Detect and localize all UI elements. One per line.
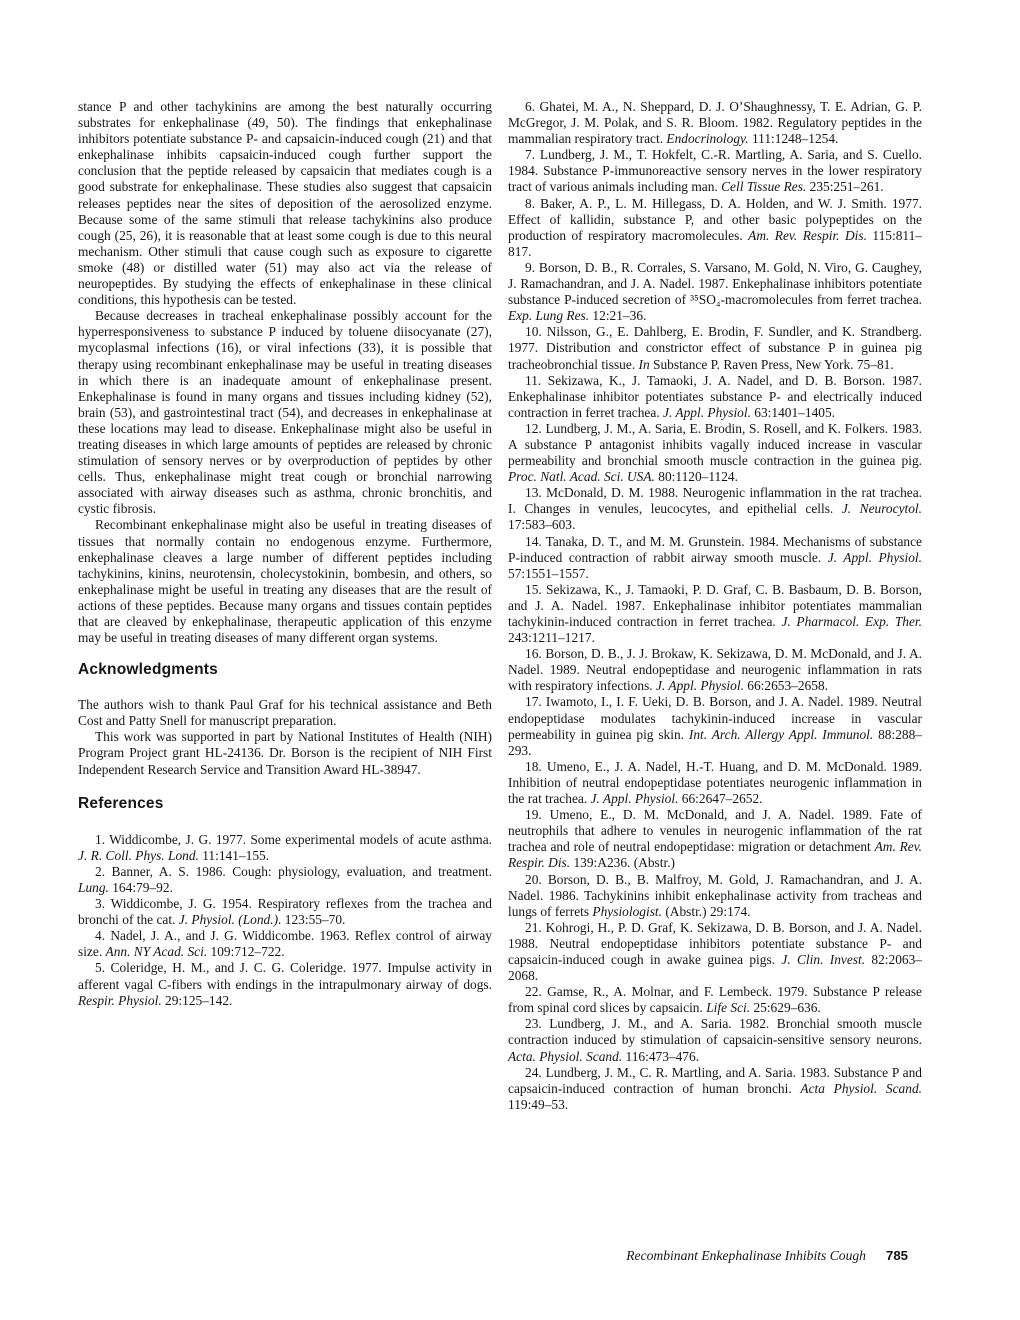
running-title: Recombinant Enkephalinase Inhibits Cough — [626, 1248, 866, 1263]
reference-item: 7. Lundberg, J. M., T. Hokfelt, C.-R. Martling, A. Saria, and S. Cuello. 1984. Substance P-immunoreactive sensory nerves in the lower respiratory tract of various animals including man. Cell Tissue Res. 235:251–261. — [508, 147, 922, 195]
reference-item: 18. Umeno, E., J. A. Nadel, H.-T. Huang, and D. M. McDonald. 1989. Inhibition of neutral endopeptidase potentiates neurogenic inflammation in the rat trachea. J. Appl. Physiol. 66:2647–2652. — [508, 758, 922, 807]
left-column — [78, 99, 492, 1113]
reference-item: 6. Ghatei, M. A., N. Sheppard, D. J. O’Shaughnessy, T. E. Adrian, G. P. McGregor, J. M. Polak, and S. R. Bloom. 1982. Regulatory peptides in the mammalian respiratory tract. Endocrinology. 111:1248–1254. — [508, 99, 922, 147]
references-heading: References — [78, 794, 164, 812]
reference-item: 23. Lundberg, J. M., and A. Saria. 1982. Bronchial smooth muscle contraction induced by stimulation of capsaicin-sensitive sensory neurons. Acta. Physiol. Scand. 116:473–476. — [508, 1016, 922, 1064]
reference-item: 17. Iwamoto, I., I. F. Ueki, D. B. Borson, and J. A. Nadel. 1989. Neutral endopeptidase modulates tachykinin-induced increase in vascular permeability in guinea pig skin. Int. Arch. Allergy Appl. Immunol. 88:288–293. — [508, 694, 922, 758]
reference-item: 21. Kohrogi, H., P. D. Graf, K. Sekizawa, D. B. Borson, and J. A. Nadel. 1988. Neutral endopeptidase inhibitors potentiate substance P- and capsaicin-induced cough in awake guinea pigs. J. Clin. Invest. 82:2063–2068. — [508, 919, 922, 984]
reference-item: 4. Nadel, J. A., and J. G. Widdicombe. 1963. Reflex control of airway size. Ann. NY Acad. Sci. 109:712–722. — [78, 928, 492, 960]
right-column — [508, 99, 922, 1113]
reference-item: 12. Lundberg, J. M., A. Saria, E. Brodin, S. Rosell, and K. Folkers. 1983. A substance P antagonist inhibits vagally induced increase in vascular permeability and bronchial smooth muscle contraction in the guinea pig. Proc. Natl. Acad. Sci. USA. 80:1120–1124. — [508, 420, 922, 485]
acknowledgments-paragraph: This work was supported in part by National Institutes of Health (NIH) Program Project grant HL-24136. Dr. Borson is the recipient of NIH First Independent Research Service and Transition Award HL-38947. — [78, 729, 492, 777]
body-paragraph: Recombinant enkephalinase might also be useful in treating diseases of tissues that normally contain no endogenous enzyme. Furthermore, enkephalinase cleaves a large number of different peptides including tachykinins, kinins, neurotensin, cholecystokinin, bombesin, and others, so enkephalinase might be useful in treating any diseases that are the result of actions of these peptides. Because many organs and tissues contain peptides that are cleaved by enkephalinase, therapeutic application of this enzyme may be useful in treating diseases of many different organ systems. — [78, 517, 492, 646]
reference-item: 19. Umeno, E., D. M. McDonald, and J. A. Nadel. 1989. Fate of neutrophils that adhere to venules in neurogenic inflammation of the rat trachea and role of neutral endopeptidase: migration or detachment Am. Rev. Respir. Dis. 139:A236. (Abstr.) — [508, 807, 923, 871]
reference-item: 1. Widdicombe, J. G. 1977. Some experimental models of acute asthma. J. R. Coll. Phys. Lond. 11:141–155. — [78, 831, 492, 863]
page-number: 785 — [885, 1248, 908, 1263]
discussion-paragraphs — [78, 99, 492, 646]
acknowledgments-paragraph: The authors wish to thank Paul Graf for his technical assistance and Beth Cost and Patty Snell for manuscript preparation. — [78, 697, 492, 729]
page-body — [78, 99, 922, 1113]
reference-item: 15. Sekizawa, K., J. Tamaoki, P. D. Graf, C. B. Basbaum, D. B. Borson, and J. A. Nadel. 1987. Enkephalinase inhibitor potentiates mammalian tachykinin-induced contraction in ferret trachea. J. Pharmacol. Exp. Ther. 243:1211–1217. — [508, 581, 922, 646]
reference-item: 20. Borson, D. B., B. Malfroy, M. Gold, J. Ramachandran, and J. A. Nadel. 1986. Tachykinins inhibit enkephalinase activity from tracheas and lungs of ferrets Physiologist. (Abstr.) 29:174. — [508, 871, 922, 919]
reference-item: 9. Borson, D. B., R. Corrales, S. Varsano, M. Gold, N. Viro, G. Caughey, J. Ramachandran, and J. A. Nadel. 1987. Enkephalinase inhibitors potentiate substance P-induced secretion of ³⁵SO₄-macromolecules from ferret trachea. Exp. Lung Res. 12:21–36. — [508, 259, 922, 324]
reference-item: 13. McDonald, D. M. 1988. Neurogenic inflammation in the rat trachea. I. Changes in venules, leucocytes, and epithelial cells. J. Neurocytol. 17:583–603. — [508, 485, 922, 533]
page-footer — [626, 1248, 908, 1264]
reference-item: 10. Nilsson, G., E. Dahlberg, E. Brodin, F. Sundler, and K. Strandberg. 1977. Distribution and constrictor effect of substance P in guinea pig tracheobronchial tissue. In Substance P. Raven Press, New York. 75–81. — [508, 324, 922, 372]
acknowledgments-heading: Acknowledgments — [78, 661, 218, 679]
reference-item: 8. Baker, A. P., L. M. Hillegass, D. A. Holden, and W. J. Smith. 1977. Effect of kallidin, substance P, and other basic polypeptides on the production of respiratory macromolecules. Am. Rev. Respir. Dis. 115:811–817. — [508, 195, 922, 259]
references-list-right — [508, 99, 922, 1113]
reference-item: 22. Gamse, R., A. Molnar, and F. Lembeck. 1979. Substance P release from spinal cord slices by capsaicin. Life Sci. 25:629–636. — [508, 984, 922, 1016]
reference-item: 2. Banner, A. S. 1986. Cough: physiology, evaluation, and treatment. Lung. 164:79–92. — [78, 863, 492, 895]
reference-item: 3. Widdicombe, J. G. 1954. Respiratory reflexes from the trachea and bronchi of the cat. J. Physiol. (Lond.). 123:55–70. — [78, 896, 492, 928]
references-list-left — [78, 832, 492, 1009]
body-paragraph: Because decreases in tracheal enkephalinase possibly account for the hyperresponsiveness to substance P induced by toluene diisocyanate (27), mycoplasmal infections (16), or viral infections (33), it is possible that therapy using recombinant enkephalinase may be useful in treating diseases in which there is an inadequate amount of enkephalinase present. Enkephalinase is found in many organs and tissues including kidney (52), brain (53), and gastrointestinal tract (54), and decreases in enkephalinase at these locations may lead to disease. Enkephalinase might also be useful in treating diseases in which large amounts of peptides are released by chronic stimulation of sensory nerves or by overproduction of peptides by other cells. Thus, enkephalinase might treat cough or bronchial narrowing associated with airway diseases such as asthma, chronic bronchitis, and cystic fibrosis. — [78, 308, 492, 517]
reference-item: 14. Tanaka, D. T., and M. M. Grunstein. 1984. Mechanisms of substance P-induced contraction of rabbit airway smooth muscle. J. Appl. Physiol. 57:1551–1557. — [508, 533, 922, 581]
reference-item: 16. Borson, D. B., J. J. Brokaw, K. Sekizawa, D. M. McDonald, and J. A. Nadel. 1989. Neutral endopeptidase and neurogenic inflammation in rats with respiratory infections. J. Appl. Physiol. 66:2653–2658. — [508, 646, 922, 694]
reference-item: 11. Sekizawa, K., J. Tamaoki, J. A. Nadel, and D. B. Borson. 1987. Enkephalinase inhibitor potentiates substance P- and electrically induced contraction in ferret trachea. J. Appl. Physiol. 63:1401–1405. — [508, 372, 922, 420]
body-paragraph: stance P and other tachykinins are among the best naturally occurring substrates for enkephalinase (49, 50). The findings that enkephalinase inhibitors potentiate substance P- and capsaicin-induced cough (21) and that enkephalinase inhibits capsaicin-induced cough further support the conclusion that the peptide released by capsaicin that mediates cough is a good substrate for enkephalinase. These studies also suggest that capsaicin releases peptides near the sites of deposition of the aerosolized enzyme. Because some of the same stimuli that release tachykinins also produce cough (25, 26), it is reasonable that at least some cough is due to this neural mechanism. Other stimuli that cause cough such as exposure to cigarette smoke (48) or distilled water (51) may also act via the release of neuropeptides. By studying the effects of enkephalinase in these clinical conditions, this hypothesis can be tested. — [78, 99, 492, 308]
reference-item: 24. Lundberg, J. M., C. R. Martling, and A. Saria. 1983. Substance P and capsaicin-induced contraction of human bronchi. Acta Physiol. Scand. 119:49–53. — [508, 1064, 922, 1112]
acknowledgments-paragraphs — [78, 697, 492, 777]
reference-item: 5. Coleridge, H. M., and J. C. G. Coleridge. 1977. Impulse activity in afferent vagal C-fibers with endings in the intrapulmonary airway of dogs. Respir. Physiol. 29:125–142. — [78, 960, 492, 1008]
